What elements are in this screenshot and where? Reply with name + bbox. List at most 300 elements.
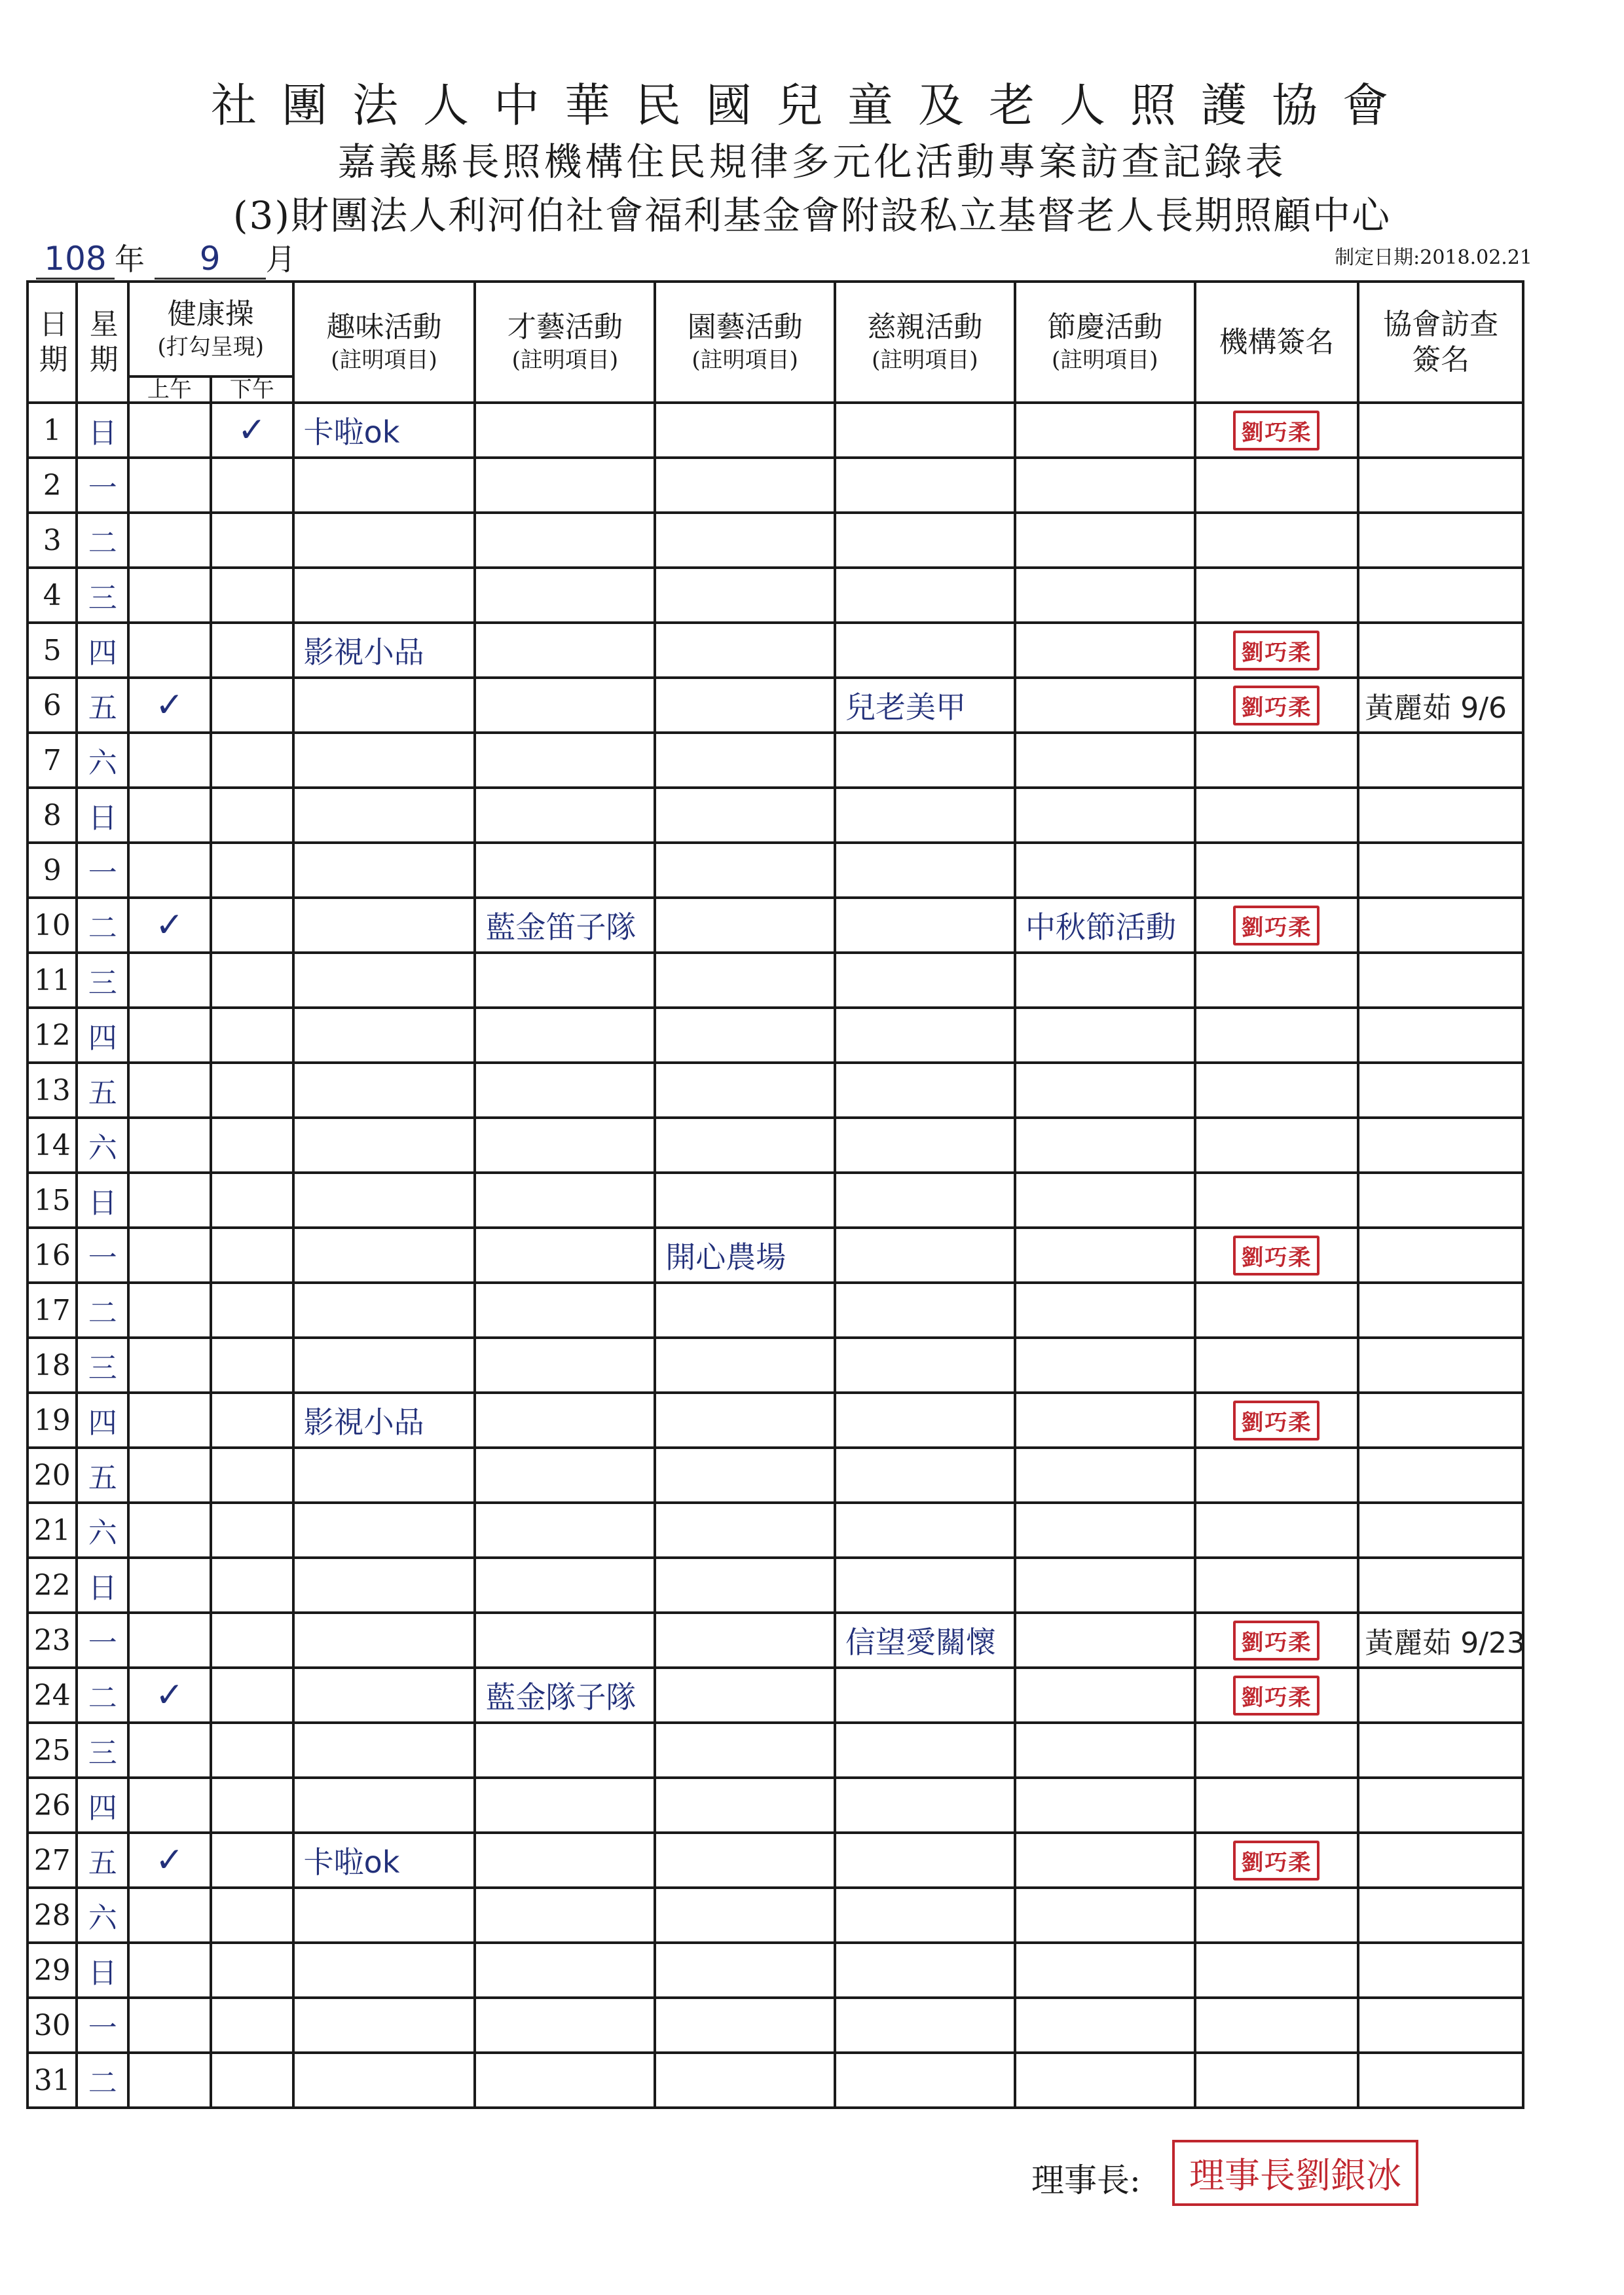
fun-activity-cell [293, 898, 475, 953]
table-row [28, 1228, 1523, 1283]
am-check-cell [128, 1008, 211, 1063]
table-row [28, 788, 1523, 843]
festival-activity-cell [1015, 623, 1195, 678]
assoc-sign-cell [1358, 2053, 1523, 2108]
inst-sign-cell [1195, 513, 1359, 568]
garden-activity-cell [655, 1723, 835, 1778]
festival-activity-cell [1015, 1338, 1195, 1393]
festival-activity-cell [1015, 1943, 1195, 1998]
inst-sign-cell [1195, 568, 1359, 623]
pm-check-cell [211, 513, 293, 568]
talent-activity-cell [475, 1173, 655, 1228]
am-check-cell [128, 788, 211, 843]
fun-activity-cell [293, 1778, 475, 1833]
am-check-cell [128, 1338, 211, 1393]
garden-activity-cell [655, 898, 835, 953]
talent-activity-cell [475, 1778, 655, 1833]
assoc-sign-cell [1358, 1118, 1523, 1173]
am-check-cell: ✓ [128, 898, 211, 953]
header-fun: 趣味活動 (註明項目) [293, 282, 475, 403]
inst-sign-cell [1195, 1338, 1359, 1393]
table-row [28, 1393, 1523, 1448]
am-check-cell [128, 733, 211, 788]
family-activity-cell [835, 1393, 1015, 1448]
day-cell: 8 [28, 788, 77, 843]
seal-stamp: 劉巧柔 [1233, 1401, 1320, 1441]
assoc-sign-cell [1358, 568, 1523, 623]
festival-activity-cell [1015, 1448, 1195, 1503]
inst-sign-cell [1195, 1888, 1359, 1943]
talent-activity-cell [475, 953, 655, 1008]
weekday-cell: 五 [77, 1833, 128, 1888]
garden-activity-cell [655, 1008, 835, 1063]
talent-activity-cell [475, 1888, 655, 1943]
pm-check-cell: ✓ [211, 403, 293, 458]
family-activity-cell [835, 953, 1015, 1008]
fun-activity-cell [293, 1558, 475, 1613]
talent-activity-cell [475, 1008, 655, 1063]
pm-check-cell [211, 788, 293, 843]
weekday-cell: 六 [77, 1503, 128, 1558]
garden-activity-cell [655, 1503, 835, 1558]
table-row [28, 1723, 1523, 1778]
header-assoc-sign: 協會訪查簽名 [1358, 282, 1523, 403]
talent-activity-cell [475, 513, 655, 568]
pm-check-cell [211, 843, 293, 898]
fun-activity-cell [293, 1448, 475, 1503]
weekday-cell: 一 [77, 843, 128, 898]
assoc-sign-cell [1358, 1008, 1523, 1063]
weekday-cell: 四 [77, 623, 128, 678]
family-activity-cell [835, 1448, 1015, 1503]
family-activity-cell [835, 1943, 1015, 1998]
garden-activity-cell [655, 623, 835, 678]
talent-activity-cell [475, 1448, 655, 1503]
family-activity-cell [835, 403, 1015, 458]
table-row [28, 1943, 1523, 1998]
pm-check-cell [211, 1778, 293, 1833]
inst-sign-cell [1195, 1008, 1359, 1063]
fun-activity-cell [293, 1118, 475, 1173]
inst-sign-cell [1195, 1943, 1359, 1998]
fun-activity-cell [293, 1063, 475, 1118]
weekday-cell: 三 [77, 1338, 128, 1393]
family-activity-cell [835, 733, 1015, 788]
fun-activity-cell [293, 1613, 475, 1668]
family-activity-cell: 兒老美甲 [835, 678, 1015, 733]
assoc-sign-cell [1358, 1173, 1523, 1228]
festival-activity-cell: 中秋節活動 [1015, 898, 1195, 953]
fun-activity-cell: 影視小品 [293, 623, 475, 678]
assoc-sign-cell [1358, 1558, 1523, 1613]
am-check-cell [128, 1283, 211, 1338]
weekday-cell: 一 [77, 458, 128, 513]
family-activity-cell [835, 1283, 1015, 1338]
festival-activity-cell [1015, 568, 1195, 623]
pm-check-cell [211, 1008, 293, 1063]
day-cell: 20 [28, 1448, 77, 1503]
garden-activity-cell [655, 1173, 835, 1228]
inst-sign-cell [1195, 1228, 1359, 1283]
garden-activity-cell [655, 568, 835, 623]
talent-activity-cell [475, 1228, 655, 1283]
family-activity-cell [835, 568, 1015, 623]
garden-activity-cell [655, 1998, 835, 2053]
am-check-cell [128, 1558, 211, 1613]
am-check-cell [128, 1503, 211, 1558]
pm-check-cell [211, 1998, 293, 2053]
talent-activity-cell [475, 2053, 655, 2108]
festival-activity-cell [1015, 1613, 1195, 1668]
inst-sign-cell [1195, 678, 1359, 733]
table-row [28, 1008, 1523, 1063]
festival-activity-cell [1015, 1118, 1195, 1173]
table-row [28, 1283, 1523, 1338]
family-activity-cell [835, 1833, 1015, 1888]
am-check-cell [128, 1888, 211, 1943]
am-check-cell: ✓ [128, 1833, 211, 1888]
festival-activity-cell [1015, 788, 1195, 843]
day-cell: 15 [28, 1173, 77, 1228]
festival-activity-cell [1015, 1998, 1195, 2053]
talent-activity-cell [475, 1613, 655, 1668]
header-pm: 下午 [211, 376, 293, 403]
garden-activity-cell [655, 1668, 835, 1723]
assoc-sign-cell [1358, 1503, 1523, 1558]
pm-check-cell [211, 1228, 293, 1283]
garden-activity-cell [655, 1943, 835, 1998]
table-row [28, 898, 1523, 953]
am-check-cell [128, 1118, 211, 1173]
inst-sign-cell [1195, 2053, 1359, 2108]
inst-sign-cell [1195, 458, 1359, 513]
assoc-sign-cell [1358, 788, 1523, 843]
family-activity-cell [835, 1998, 1015, 2053]
family-activity-cell [835, 1888, 1015, 1943]
day-cell: 6 [28, 678, 77, 733]
garden-activity-cell [655, 1063, 835, 1118]
fun-activity-cell [293, 1998, 475, 2053]
fun-activity-cell: 影視小品 [293, 1393, 475, 1448]
chair-seal: 理事長劉銀冰 [1172, 2140, 1418, 2206]
weekday-cell: 五 [77, 1063, 128, 1118]
weekday-cell: 二 [77, 2053, 128, 2108]
seal-stamp: 劉巧柔 [1233, 1841, 1320, 1881]
garden-activity-cell [655, 403, 835, 458]
weekday-cell: 四 [77, 1778, 128, 1833]
fun-activity-cell [293, 1723, 475, 1778]
day-cell: 9 [28, 843, 77, 898]
talent-activity-cell [475, 678, 655, 733]
fun-activity-cell [293, 1888, 475, 1943]
am-check-cell [128, 1778, 211, 1833]
fun-activity-cell [293, 843, 475, 898]
table-row [28, 1613, 1523, 1668]
inst-sign-cell [1195, 623, 1359, 678]
pm-check-cell [211, 1943, 293, 1998]
inst-sign-cell [1195, 1998, 1359, 2053]
assoc-sign-cell [1358, 1283, 1523, 1338]
fun-activity-cell [293, 1228, 475, 1283]
day-cell: 22 [28, 1558, 77, 1613]
am-check-cell [128, 1613, 211, 1668]
talent-activity-cell [475, 403, 655, 458]
pm-check-cell [211, 1283, 293, 1338]
garden-activity-cell [655, 733, 835, 788]
pm-check-cell [211, 1118, 293, 1173]
table-row [28, 513, 1523, 568]
seal-stamp: 劉巧柔 [1233, 1676, 1320, 1716]
day-cell: 1 [28, 403, 77, 458]
festival-activity-cell [1015, 1008, 1195, 1063]
assoc-sign-cell [1358, 733, 1523, 788]
day-cell: 4 [28, 568, 77, 623]
am-check-cell [128, 1228, 211, 1283]
weekday-cell: 六 [77, 1118, 128, 1173]
weekday-cell: 五 [77, 678, 128, 733]
table-row [28, 1173, 1523, 1228]
garden-activity-cell [655, 513, 835, 568]
family-activity-cell [835, 788, 1015, 843]
day-cell: 2 [28, 458, 77, 513]
inst-sign-cell [1195, 1833, 1359, 1888]
table-row [28, 2053, 1523, 2108]
activity-table [26, 280, 1524, 2109]
festival-activity-cell [1015, 678, 1195, 733]
assoc-sign-cell [1358, 1888, 1523, 1943]
table-row [28, 1558, 1523, 1613]
table-row [28, 568, 1523, 623]
weekday-cell: 二 [77, 1668, 128, 1723]
family-activity-cell [835, 1063, 1015, 1118]
garden-activity-cell [655, 953, 835, 1008]
weekday-cell: 四 [77, 1008, 128, 1063]
day-cell: 24 [28, 1668, 77, 1723]
festival-activity-cell [1015, 1283, 1195, 1338]
fun-activity-cell [293, 458, 475, 513]
family-activity-cell [835, 1008, 1015, 1063]
assoc-sign-cell [1358, 623, 1523, 678]
assoc-sign-cell [1358, 1668, 1523, 1723]
fun-activity-cell [293, 788, 475, 843]
weekday-cell: 日 [77, 788, 128, 843]
assoc-sign-cell: 黃麗茹 9/23 [1358, 1613, 1523, 1668]
talent-activity-cell [475, 843, 655, 898]
year-value: 108 [36, 240, 115, 280]
day-cell: 31 [28, 2053, 77, 2108]
garden-activity-cell [655, 788, 835, 843]
seal-stamp: 劉巧柔 [1233, 411, 1320, 450]
fun-activity-cell [293, 513, 475, 568]
pm-check-cell [211, 953, 293, 1008]
day-cell: 26 [28, 1778, 77, 1833]
garden-activity-cell [655, 843, 835, 898]
weekday-cell: 六 [77, 733, 128, 788]
weekday-cell: 一 [77, 1613, 128, 1668]
inst-sign-cell [1195, 1448, 1359, 1503]
family-activity-cell [835, 1778, 1015, 1833]
garden-activity-cell [655, 1613, 835, 1668]
fun-activity-cell [293, 1338, 475, 1393]
family-activity-cell [835, 1723, 1015, 1778]
inst-sign-cell [1195, 1613, 1359, 1668]
pm-check-cell [211, 678, 293, 733]
garden-activity-cell [655, 1833, 835, 1888]
header-day: 日期 [28, 282, 77, 403]
pm-check-cell [211, 1613, 293, 1668]
assoc-sign-cell [1358, 898, 1523, 953]
am-check-cell [128, 1723, 211, 1778]
table-row [28, 458, 1523, 513]
pm-check-cell [211, 1448, 293, 1503]
fun-activity-cell [293, 678, 475, 733]
pm-check-cell [211, 1503, 293, 1558]
pm-check-cell [211, 1393, 293, 1448]
pm-check-cell [211, 458, 293, 513]
day-cell: 28 [28, 1888, 77, 1943]
inst-sign-cell [1195, 733, 1359, 788]
weekday-cell: 六 [77, 1888, 128, 1943]
weekday-cell: 二 [77, 513, 128, 568]
family-activity-cell [835, 898, 1015, 953]
family-activity-cell [835, 1503, 1015, 1558]
header-garden: 園藝活動 (註明項目) [655, 282, 835, 403]
table-row [28, 733, 1523, 788]
assoc-sign-cell [1358, 1393, 1523, 1448]
pm-check-cell [211, 733, 293, 788]
pm-check-cell [211, 623, 293, 678]
seal-stamp: 劉巧柔 [1233, 686, 1320, 725]
talent-activity-cell [475, 1338, 655, 1393]
table-row [28, 1998, 1523, 2053]
assoc-sign-cell [1358, 1943, 1523, 1998]
fun-activity-cell [293, 1943, 475, 1998]
family-activity-cell [835, 1228, 1015, 1283]
made-date: 制定日期:2018.02.21 [1335, 246, 1532, 269]
talent-activity-cell [475, 1998, 655, 2053]
inst-sign-cell [1195, 843, 1359, 898]
garden-activity-cell [655, 1778, 835, 1833]
seal-stamp: 劉巧柔 [1233, 631, 1320, 670]
family-activity-cell [835, 1558, 1015, 1613]
festival-activity-cell [1015, 1173, 1195, 1228]
am-check-cell [128, 1063, 211, 1118]
am-check-cell [128, 458, 211, 513]
day-cell: 30 [28, 1998, 77, 2053]
association-title: 社團法人中華民國兒童及老人照護協會 [211, 79, 1413, 132]
pm-check-cell [211, 1173, 293, 1228]
assoc-sign-cell [1358, 458, 1523, 513]
festival-activity-cell [1015, 1668, 1195, 1723]
festival-activity-cell [1015, 1063, 1195, 1118]
talent-activity-cell [475, 733, 655, 788]
am-check-cell: ✓ [128, 678, 211, 733]
festival-activity-cell [1015, 1778, 1195, 1833]
header-festival: 節慶活動 (註明項目) [1015, 282, 1195, 403]
weekday-cell: 二 [77, 1283, 128, 1338]
garden-activity-cell [655, 1558, 835, 1613]
festival-activity-cell [1015, 843, 1195, 898]
festival-activity-cell [1015, 733, 1195, 788]
pm-check-cell [211, 1723, 293, 1778]
pm-check-cell [211, 2053, 293, 2108]
weekday-cell: 日 [77, 1173, 128, 1228]
assoc-sign-cell [1358, 953, 1523, 1008]
fun-activity-cell [293, 568, 475, 623]
talent-activity-cell: 藍金隊子隊 [475, 1668, 655, 1723]
inst-sign-cell [1195, 1118, 1359, 1173]
garden-activity-cell: 開心農場 [655, 1228, 835, 1283]
talent-activity-cell: 藍金笛子隊 [475, 898, 655, 953]
year-label: 年 [115, 242, 145, 277]
seal-stamp: 劉巧柔 [1233, 1236, 1320, 1276]
assoc-sign-cell [1358, 1228, 1523, 1283]
inst-sign-cell [1195, 1503, 1359, 1558]
weekday-cell: 二 [77, 898, 128, 953]
garden-activity-cell [655, 1118, 835, 1173]
talent-activity-cell [475, 1723, 655, 1778]
fun-activity-cell [293, 1668, 475, 1723]
inst-sign-cell [1195, 403, 1359, 458]
inst-sign-cell [1195, 1063, 1359, 1118]
header-health: 健康操 (打勾呈現) [128, 282, 293, 376]
assoc-sign-cell [1358, 1998, 1523, 2053]
talent-activity-cell [475, 568, 655, 623]
assoc-sign-cell: 黃麗茹 9/6 [1358, 678, 1523, 733]
festival-activity-cell [1015, 403, 1195, 458]
day-cell: 21 [28, 1503, 77, 1558]
table-row [28, 403, 1523, 458]
am-check-cell [128, 1448, 211, 1503]
am-check-cell [128, 623, 211, 678]
table-row [28, 678, 1523, 733]
assoc-sign-cell [1358, 513, 1523, 568]
talent-activity-cell [475, 623, 655, 678]
day-cell: 29 [28, 1943, 77, 1998]
talent-activity-cell [475, 788, 655, 843]
table-row [28, 1778, 1523, 1833]
garden-activity-cell [655, 1338, 835, 1393]
festival-activity-cell [1015, 458, 1195, 513]
family-activity-cell [835, 1668, 1015, 1723]
day-cell: 25 [28, 1723, 77, 1778]
inst-sign-cell [1195, 1173, 1359, 1228]
table-row [28, 953, 1523, 1008]
garden-activity-cell [655, 458, 835, 513]
weekday-cell: 五 [77, 1448, 128, 1503]
am-check-cell [128, 2053, 211, 2108]
am-check-cell [128, 1173, 211, 1228]
assoc-sign-cell [1358, 1448, 1523, 1503]
talent-activity-cell [475, 1833, 655, 1888]
festival-activity-cell [1015, 953, 1195, 1008]
table-row [28, 623, 1523, 678]
pm-check-cell [211, 568, 293, 623]
weekday-cell: 一 [77, 1228, 128, 1283]
family-activity-cell [835, 513, 1015, 568]
assoc-sign-cell [1358, 1833, 1523, 1888]
institution-title: (3)財團法人利河伯社會福利基金會附設私立基督老人長期照顧中心 [232, 193, 1392, 238]
month-value: 9 [155, 240, 266, 280]
day-cell: 19 [28, 1393, 77, 1448]
talent-activity-cell [475, 1283, 655, 1338]
assoc-sign-cell [1358, 1723, 1523, 1778]
festival-activity-cell [1015, 1228, 1195, 1283]
family-activity-cell [835, 2053, 1015, 2108]
assoc-sign-cell [1358, 403, 1523, 458]
inst-sign-cell [1195, 1778, 1359, 1833]
fun-activity-cell [293, 1283, 475, 1338]
